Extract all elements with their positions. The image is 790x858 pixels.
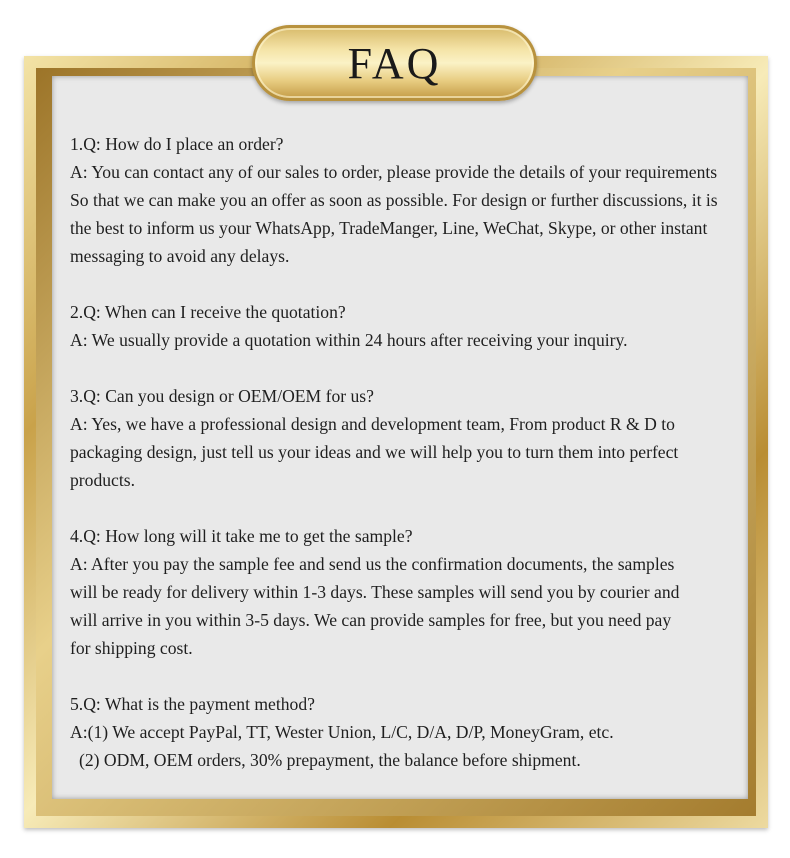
faq-question: 4.Q: How long will it take me to get the sample? bbox=[70, 526, 413, 546]
faq-question: 5.Q: What is the payment method? bbox=[70, 694, 315, 714]
faq-answer-line: A: You can contact any of our sales to order, please provide the details of your requirements bbox=[70, 162, 718, 182]
faq-answer-line: (2) ODM, OEM orders, 30% prepayment, the balance before shipment. bbox=[79, 750, 581, 770]
page-title: FAQ bbox=[347, 39, 442, 88]
faq-answer-line: A: After you pay the sample fee and send us the confirmation documents, the samples bbox=[70, 554, 675, 574]
faq-question: 1.Q: How do I place an order? bbox=[70, 134, 284, 154]
faq-answer-line: messaging to avoid any delays. bbox=[70, 246, 290, 266]
faq-answer-line: packaging design, just tell us your ideas and we will help you to turn them into perfect bbox=[70, 442, 679, 462]
faq-answer-line: A: Yes, we have a professional design and development team, From product R & D to bbox=[70, 414, 675, 434]
faq-item-3 bbox=[70, 382, 750, 494]
faq-question: 2.Q: When can I receive the quotation? bbox=[70, 302, 346, 322]
faq-answer-line: the best to inform us your WhatsApp, TradeManger, Line, WeChat, Skype, or other instant bbox=[70, 218, 708, 238]
faq-answer-line: So that we can make you an offer as soon as possible. For design or further discussions, it is bbox=[70, 190, 718, 210]
faq-item-1 bbox=[70, 130, 750, 270]
faq-answer-line: A: We usually provide a quotation within 24 hours after receiving your inquiry. bbox=[70, 330, 628, 350]
faq-answer-line: for shipping cost. bbox=[70, 638, 193, 658]
faq-item-4 bbox=[70, 522, 750, 662]
faq-answer-line: A:(1) We accept PayPal, TT, Wester Union, L/C, D/A, D/P, MoneyGram, etc. bbox=[70, 722, 614, 742]
faq-list bbox=[70, 130, 750, 802]
faq-title-badge bbox=[252, 25, 537, 101]
faq-answer-line: products. bbox=[70, 470, 135, 490]
faq-answer-line: will be ready for delivery within 1-3 days. These samples will send you by courier and bbox=[70, 582, 680, 602]
faq-item-5 bbox=[70, 690, 750, 774]
faq-answer-line: will arrive in you within 3-5 days. We can provide samples for free, but you need pay bbox=[70, 610, 672, 630]
faq-question: 3.Q: Can you design or OEM/OEM for us? bbox=[70, 386, 374, 406]
faq-item-2 bbox=[70, 298, 750, 354]
